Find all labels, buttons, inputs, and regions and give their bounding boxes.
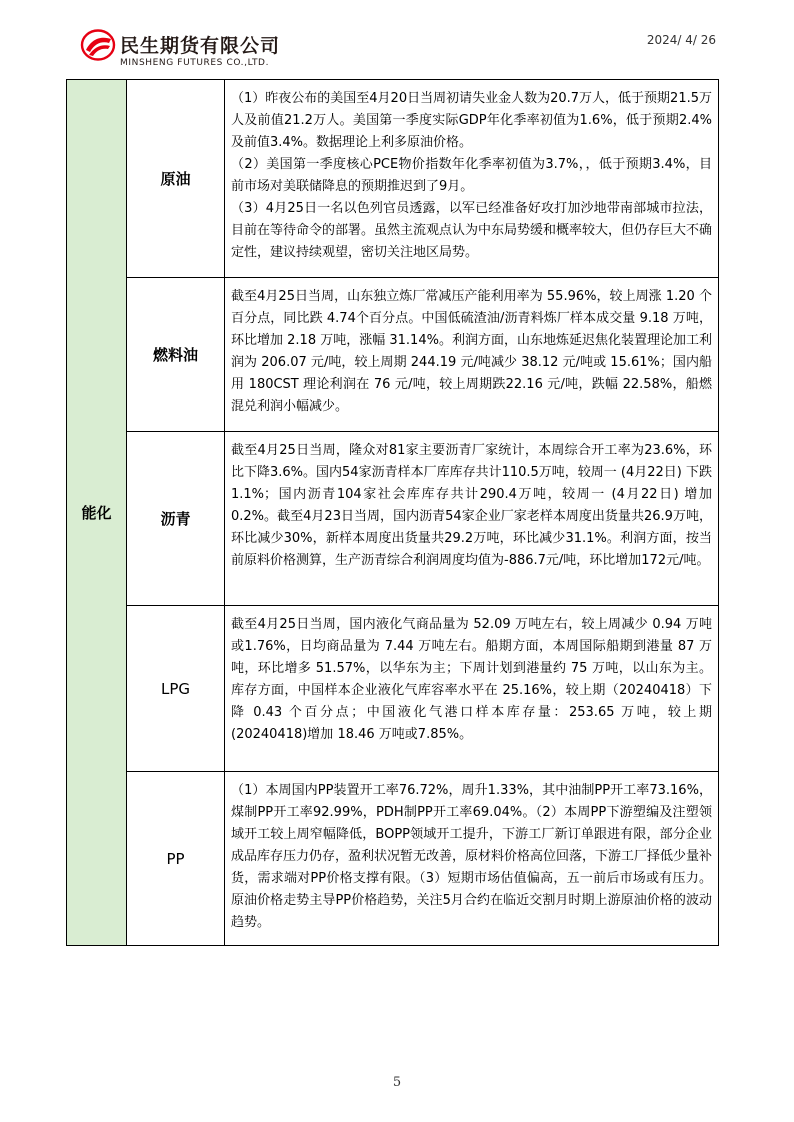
- description-paragraph: （1）昨夜公布的美国至4月20日当周初请失业金人数为20.7万人，低于预期21.5万人及前值21.2万人。美国第一季度实际GDP年化季率初值为1.6%，低于预期2.4%及前值3.4%。数据理论上利多原油价格。: [231, 91, 712, 150]
- table-row: [67, 772, 719, 946]
- commodity-name: 原油: [127, 80, 225, 278]
- commodity-name: PP: [127, 772, 225, 946]
- minsheng-logo-icon: [80, 28, 116, 62]
- company-name-en: MINSHENG FUTURES CO.,LTD.: [120, 58, 270, 68]
- commodity-description: [225, 772, 719, 946]
- commodity-table: [66, 79, 719, 946]
- commodity-description: [225, 432, 719, 606]
- description-paragraph: （3）4月25日一名以色列官员透露，以军已经准备好攻打加沙地带南部城市拉法，目前在等待命令的部署。虽然主流观点认为中东局势缓和概率较大，但仍存巨大不确定性，建议持续观望，密切关注地区局势。: [231, 201, 713, 260]
- report-date: 2024/ 4/ 26: [646, 33, 716, 47]
- commodity-description: [225, 278, 719, 432]
- commodity-name: 沥青: [127, 432, 225, 606]
- description-paragraph: （2）美国第一季度核心PCE物价指数年化季率初值为3.7%，，低于预期3.4%，目前市场对美联储降息的预期推迟到了9月。: [231, 157, 712, 194]
- page-header: [0, 0, 794, 80]
- table-row: [67, 278, 719, 432]
- commodity-description: [225, 606, 719, 772]
- table-row: [67, 80, 719, 278]
- description-paragraph: 截至4月25日当周，国内液化气商品量为 52.09 万吨左右，较上周减少 0.94 万吨或1.76%，日均商品量为 7.44 万吨左右。船期方面，本周国际船期到港量 87 万吨，环比增多 51.57%，以华东为主；下周计划到港量约 75 万吨，以山东为主。库存方面，中国样本企业液化气库容率水平在 25.16%，较上期（20240418）下降 0.43 个百分点；中国液化气港口样本库存量：253.65 万吨，较上期(20240418)增加 18.46 万吨或7.85%。: [231, 617, 712, 742]
- commodity-name: 燃料油: [127, 278, 225, 432]
- table-row: [67, 432, 719, 606]
- table-row: [67, 606, 719, 772]
- description-paragraph: （1）本周国内PP装置开工率76.72%，周升1.33%，其中油制PP开工率73.16%，煤制PP开工率92.99%，PDH制PP开工率69.04%。（2）本周PP下游塑编及注塑领域开工较上周窄幅降低，BOPP领域开工提升，下游工厂新订单跟进有限，部分企业成品库存压力仍存，盈利状况暂无改善，原材料价格高位回落，下游工厂择低少量补货，需求端对PP价格支撑有限。（3）短期市场估值偏高，五一前后市场或有压力。原油价格走势主导PP价格趋势，关注5月合约在临近交割月时期上游原油价格的波动趋势。: [231, 783, 713, 930]
- commodity-name: LPG: [127, 606, 225, 772]
- commodity-description: [225, 80, 719, 278]
- company-name-cn: 民生期货有限公司: [120, 35, 281, 57]
- sector-label: 能化: [67, 80, 127, 946]
- description-paragraph: 截至4月25日当周，山东独立炼厂常减压产能利用率为 55.96%，较上周涨 1.20 个百分点，同比跌 4.74个百分点。中国低硫渣油/沥青料炼厂样本成交量 9.18 万吨，环比增加 2.18 万吨，涨幅 31.14%。利润方面，山东地炼延迟焦化装置理论加工利润为 206.07 元/吨，较上周期 244.19 元/吨减少 38.12 元/吨或 15.61%；国内船用 180CST 理论利润在 76 元/吨，较上周期跌22.16 元/吨，跌幅 22.58%，船燃混兑利润小幅减少。: [231, 289, 712, 414]
- page-number: 5: [392, 1075, 402, 1090]
- description-paragraph: 截至4月25日当周，隆众对81家主要沥青厂家统计，本周综合开工率为23.6%，环比下降3.6%。国内54家沥青样本厂库库存共计110.5万吨，较周一 (4月22日) 下跌1.1%；国内沥青104家社会库库存共计290.4万吨，较周一 (4月22日) 增加0.2%。截至4月23日当周，国内沥青54家企业厂家老样本周度出货量共26.9万吨，环比减少30%，新样本周度出货量共29.2万吨，环比减少31.1%。利润方面，按当前原料价格测算，生产沥青综合利润周度均值为-886.7元/吨，环比增加172元/吨。: [231, 443, 713, 568]
